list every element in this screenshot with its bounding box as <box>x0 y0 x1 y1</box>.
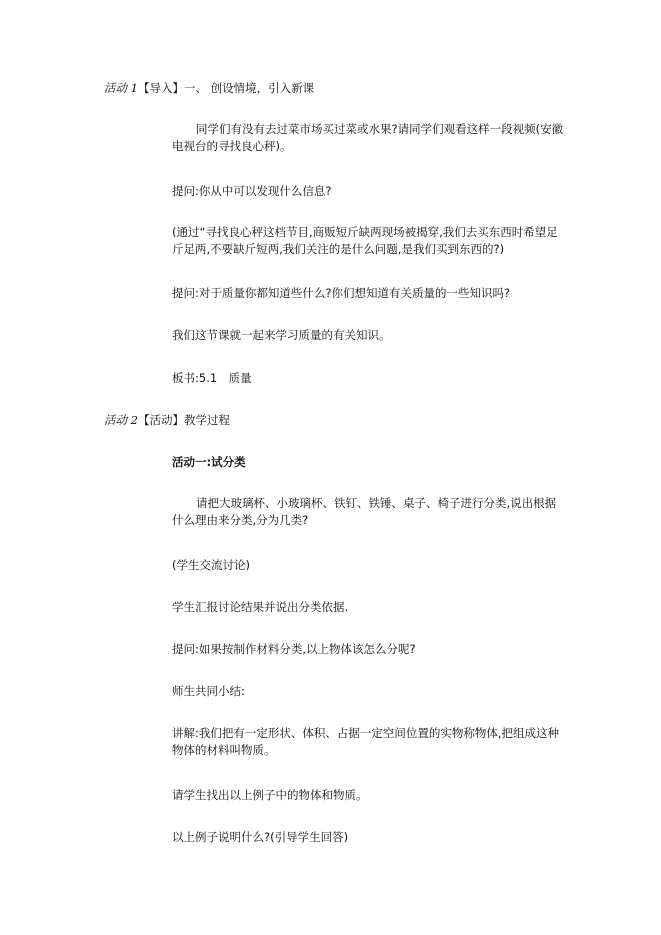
discussion-note: (学生交流讨论) <box>172 558 250 572</box>
question-2: 提问:对于质量你都知道些什么?你们想知道有关质量的一些知识吗? <box>172 286 511 300</box>
activity-1-label: 活动 1 <box>104 81 138 95</box>
activity-1-title: 【导入】一、 创设情境，引入新课 <box>137 81 315 95</box>
activity-2-title: 【活动】教学过程 <box>137 413 230 427</box>
activity-2-heading <box>104 412 230 428</box>
explain-paragraph: 讲解:我们把有一定形状、体积、占据一定空间位置的实物称物体,把组成这种物体的材料叫物质。 <box>172 726 560 757</box>
question-1: 提问:你从中可以发现什么信息? <box>172 184 332 198</box>
question-3: 提问:如果按制作材料分类,以上物体该怎么分呢? <box>172 642 416 656</box>
intro-paragraph: 同学们有没有去过菜市场买过菜或水果?请同学们观看这样一段视频(安徽电视台的寻找良心秤)。 <box>172 122 564 153</box>
summary-line: 师生共同小结: <box>172 684 245 698</box>
task-paragraph: 请把大玻璃杯、小玻璃杯、铁钉、铁锤、桌子、椅子进行分类,说出根据什么理由来分类,分为几类? <box>172 496 557 527</box>
note-paragraph: (通过“寻找良心秤这档节目,商贩短斤缺两现场被揭穿,我们去买东西时希望足斤足两,不要缺斤短两,我们关注的是什么问题,是我们买到东西的?) <box>172 225 558 256</box>
statement-1: 我们这节课就一起来学习质量的有关知识。 <box>172 328 391 342</box>
find-line: 请学生找出以上例子中的物体和物质。 <box>172 788 368 802</box>
activity-2-label: 活动 2 <box>104 413 138 427</box>
sub-activity-title: 活动一:试分类 <box>172 455 246 469</box>
question-4: 以上例子说明什么?(引导学生回答) <box>172 830 349 844</box>
activity-1-heading <box>104 80 314 96</box>
board-title: 板书:5.1 质量 <box>172 371 252 385</box>
report-line: 学生汇报讨论结果并说出分类依据. <box>172 600 349 614</box>
